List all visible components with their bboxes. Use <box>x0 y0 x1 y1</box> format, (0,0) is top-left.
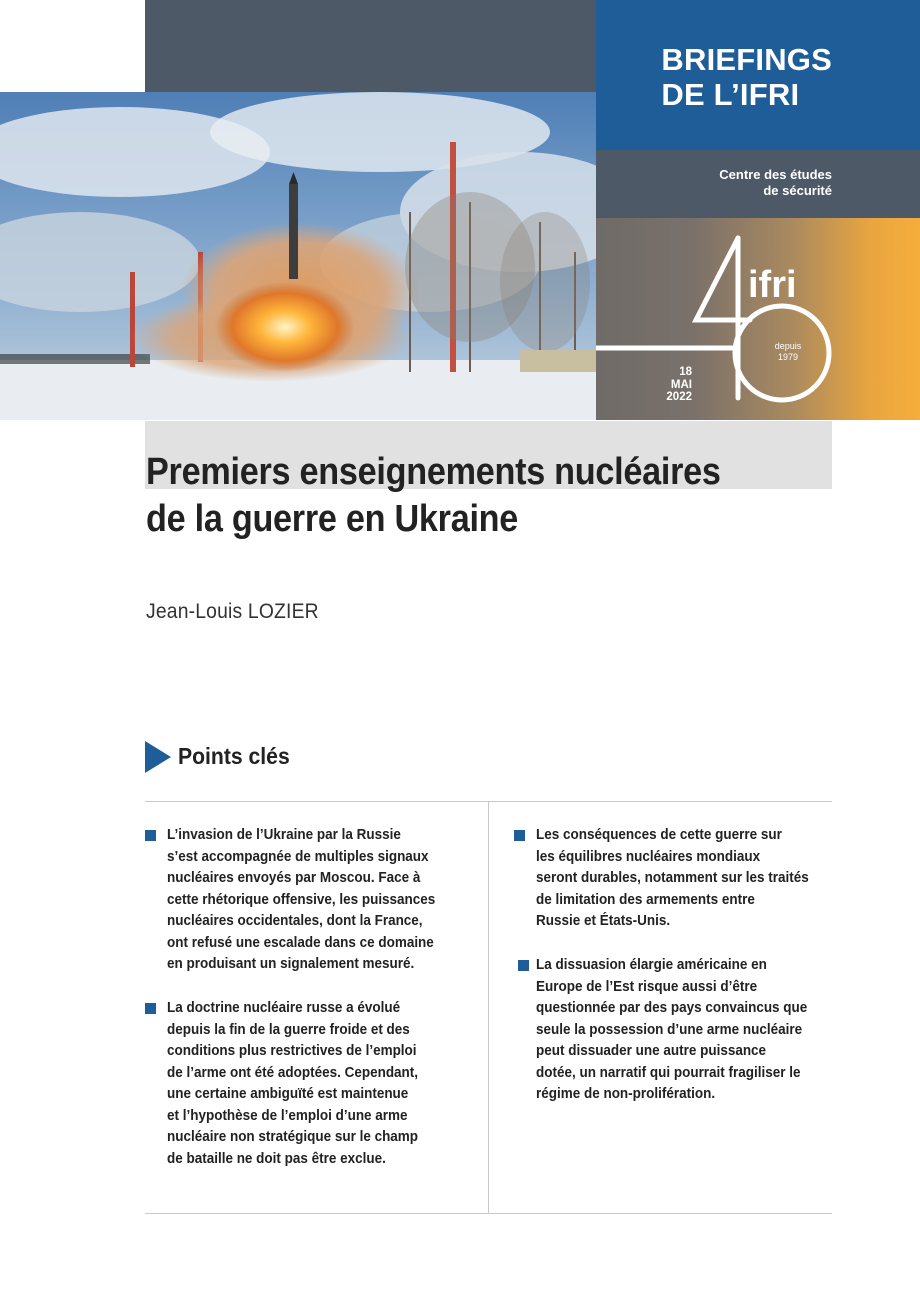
date-month: MAI <box>670 378 692 391</box>
publication-date <box>600 366 692 404</box>
logo-wordmark: ifri <box>748 264 797 306</box>
play-arrow-icon <box>145 741 171 773</box>
key-point: Les conséquences de cette guerre sur les équilibres nucléaires mondiaux seront durables, notamment sur les traités de limitation des armements entre Russie et États-Unis. <box>536 825 829 933</box>
key-point: La doctrine nucléaire russe a évolué depuis la fin de la guerre froide et des conditions plus restrictives de l’emploi de l’arme ont été adoptées. Cependant, une certaine ambiguïté est maintenue et l’hypothèse de l’emploi d’une arme nucléaire non stratégique sur le champ de bataille ne doit pas être exclue. <box>167 998 437 1170</box>
centre-name <box>719 167 832 199</box>
key-point: L’invasion de l’Ukraine par la Russie s’est accompagnée de multiples signaux nucléaires envoyés par Moscou. Face à cette rhétorique offensive, les puissances nucléaires occidentales, dont la France, ont refusé une escalade dans ce domaine en produisant un signalement mesuré. <box>167 825 456 976</box>
divider-bottom <box>145 1213 832 1214</box>
centre-name-line1: Centre des études <box>719 167 832 182</box>
bullet-square-icon <box>145 1003 156 1014</box>
series-title-line2: DE L’IFRI <box>661 77 800 112</box>
cover-photo-missile-launch <box>0 92 596 420</box>
header-dark-band <box>145 0 596 92</box>
divider-column <box>488 801 489 1213</box>
bullet-square-icon <box>145 830 156 841</box>
key-points-heading: Points clés <box>178 743 290 769</box>
key-point: La dissuasion élargie américaine en Europe de l’Est risque aussi d’être questionnée par des pays convaincus que seule la possession d’une arme nucléaire peut dissuader une autre puissance dotée, un narratif qui pourrait fragiliser le régime de non-prolifération. <box>536 955 828 1106</box>
title-line1: Premiers enseignements nucléaires <box>146 451 721 493</box>
logo-depuis: depuis <box>774 341 802 351</box>
title-line2: de la guerre en Ukraine <box>146 498 519 540</box>
date-day: 18 <box>679 366 692 378</box>
logo-year: 1979 <box>777 352 799 362</box>
bullet-square-icon <box>514 830 525 841</box>
bullet-square-icon <box>518 960 529 971</box>
page-title <box>146 449 776 543</box>
date-year: 2022 <box>666 391 692 403</box>
series-title <box>661 42 832 112</box>
centre-name-line2: de sécurité <box>763 183 832 198</box>
author-name: Jean-Louis LOZIER <box>146 600 319 623</box>
series-title-line1: BRIEFINGS <box>661 42 832 77</box>
